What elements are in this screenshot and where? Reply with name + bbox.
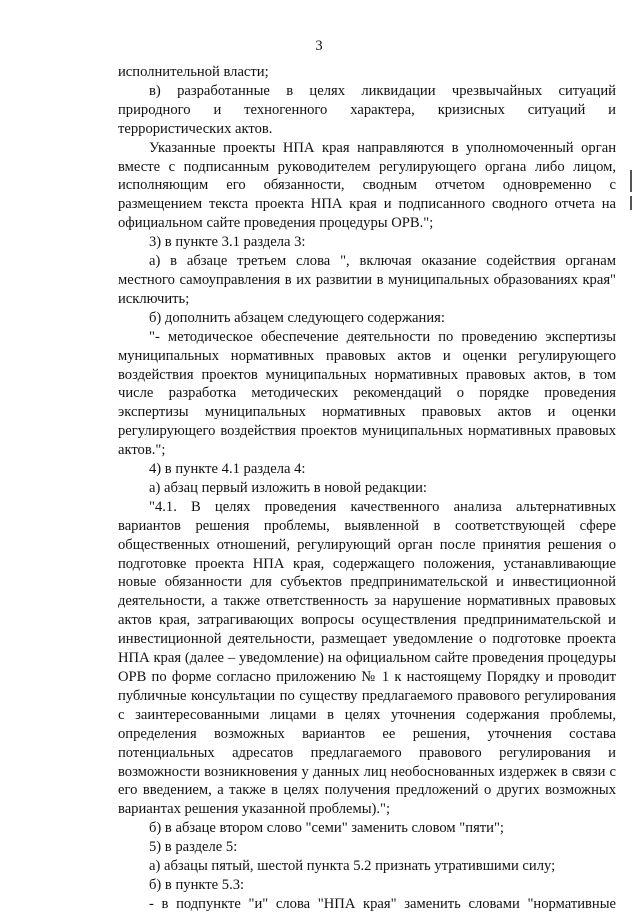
paragraph: "- методическое обеспечение деятельности по проведению экспертизы муниципальных нормативных правовых актов и оценки регулирующего воздействия проектов муниципальных нормативных правовых актов, в том числе разработка методических рекомендаций о порядке проведения экспертизы муниципальных нормативных правовых актов и оценки регулирующего воздействия проектов муниципальных нормативных правовых актов."; (118, 328, 616, 459)
paragraph: б) в абзаце втором слово "семи" заменить словом "пяти"; (149, 820, 504, 837)
paragraph: б) в пункте 5.3: (149, 876, 245, 893)
paragraph: а) абзац первый изложить в новой редакции: (149, 479, 427, 496)
paragraph: Указанные проекты НПА края направляются в уполномоченный орган вместе с подписанным руководителем регулирующего органа либо лицом, исполняющим его обязанности, сводным отчетом одновременно с размещением текста проекта НПА края и подписанного сводного отчета на официальном сайте проведения процедуры ОРВ."; (118, 139, 616, 232)
paragraph: - в подпункте "и" слова "НПА края" заменить словами "нормативные (149, 895, 616, 912)
paragraph: б) дополнить абзацем следующего содержания: (149, 309, 445, 326)
paragraph: в) разработанные в целях ликвидации чрезвычайных ситуаций природного и техногенного характера, кризисных ситуаций и террористических актов. (118, 82, 616, 137)
paragraph: 3) в пункте 3.1 раздела 3: (149, 234, 306, 251)
binding-mark (630, 170, 632, 192)
paragraph: исполнительной власти; (118, 64, 269, 80)
paragraph: "4.1. В целях проведения качественного анализа альтернативных вариантов решения проблемы, выявленной в соответствующей сфере общественных отношений, регулирующий орган после принятия решения о подготовке проекта НПА края, содержащего положения, устанавливающие новые обязанности для субъектов предпринимательской и инвестиционной деятельности, а также ответственность за нарушение нормативных правовых актов края, затрагивающих вопросы осуществления предпринимательской и инвестиционной деятельности, размещает уведомление о подготовке проекта НПА края (далее – уведомление) на официальном сайте проведения процедуры ОРВ по форме согласно приложению № 1 к настоящему Порядку и проводит публичные консультации по существу предлагаемого правового регулирования с заинтересованными лицами в целях уточнения содержания проблемы, определения возможных вариантов ее решения, уточнения состава потенциальных адресатов предлагаемого правового регулирования и возможности возникновения у данных лиц необоснованных издержек в связи с его введением, а также в целях получения предложений о других возможных вариантах решения указанной проблемы)."; (118, 498, 616, 818)
document-body (118, 63, 616, 914)
paragraph: а) абзацы пятый, шестой пункта 5.2 признать утратившими силу; (149, 858, 556, 875)
page-number: 3 (315, 38, 323, 54)
paragraph: 5) в разделе 5: (149, 839, 238, 856)
binding-mark (630, 196, 632, 210)
paragraph: а) в абзаце третьем слова ", включая оказание содействия органам местного самоуправления в их развитии в муниципальных образованиях края" исключить; (118, 253, 616, 307)
paragraph: 4) в пункте 4.1 раздела 4: (149, 461, 306, 478)
